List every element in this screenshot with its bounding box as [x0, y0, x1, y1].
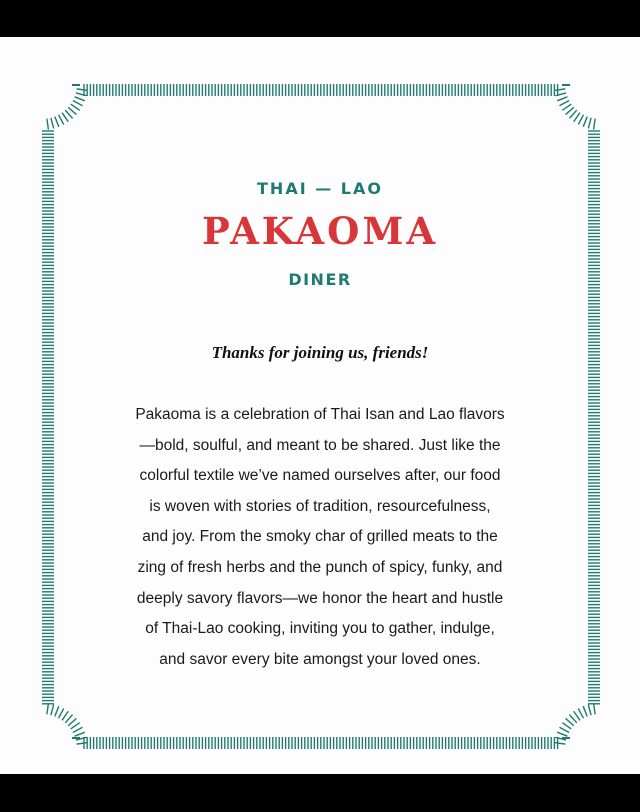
border-cap — [562, 737, 570, 739]
paragraph-line: and joy. From the smoky char of grilled meats to the — [142, 528, 498, 546]
paragraph-line: is woven with stories of tradition, resourcefulness, — [149, 497, 491, 515]
greeting-heading: Thanks for joining us, friends! — [211, 343, 429, 362]
paragraph-line: of Thai-Lao cooking, inviting you to gather, indulge, — [145, 620, 495, 638]
cuisine-label: THAI — LAO — [257, 179, 383, 198]
menu-card — [0, 37, 640, 774]
intro-paragraph — [90, 400, 550, 675]
border-cap — [72, 737, 80, 739]
venue-type-label: DINER — [288, 270, 352, 289]
border-cap — [562, 84, 570, 86]
paragraph-line: Pakaoma is a celebration of Thai Isan and Lao flavors — [135, 406, 505, 423]
paragraph-line: and savor every bite amongst your loved ones. — [159, 650, 481, 668]
restaurant-name: PAKAOMA — [201, 209, 439, 253]
paragraph-line: —bold, soulful, and meant to be shared. Just like the — [139, 436, 501, 454]
paragraph-line: zing of fresh herbs and the punch of spicy, funky, and — [137, 558, 503, 576]
paragraph-line: colorful textile we’ve named ourselves after, our food — [139, 467, 501, 485]
paragraph-line: deeply savory flavors—we honor the heart and hustle — [136, 589, 504, 607]
border-cap — [72, 84, 80, 86]
